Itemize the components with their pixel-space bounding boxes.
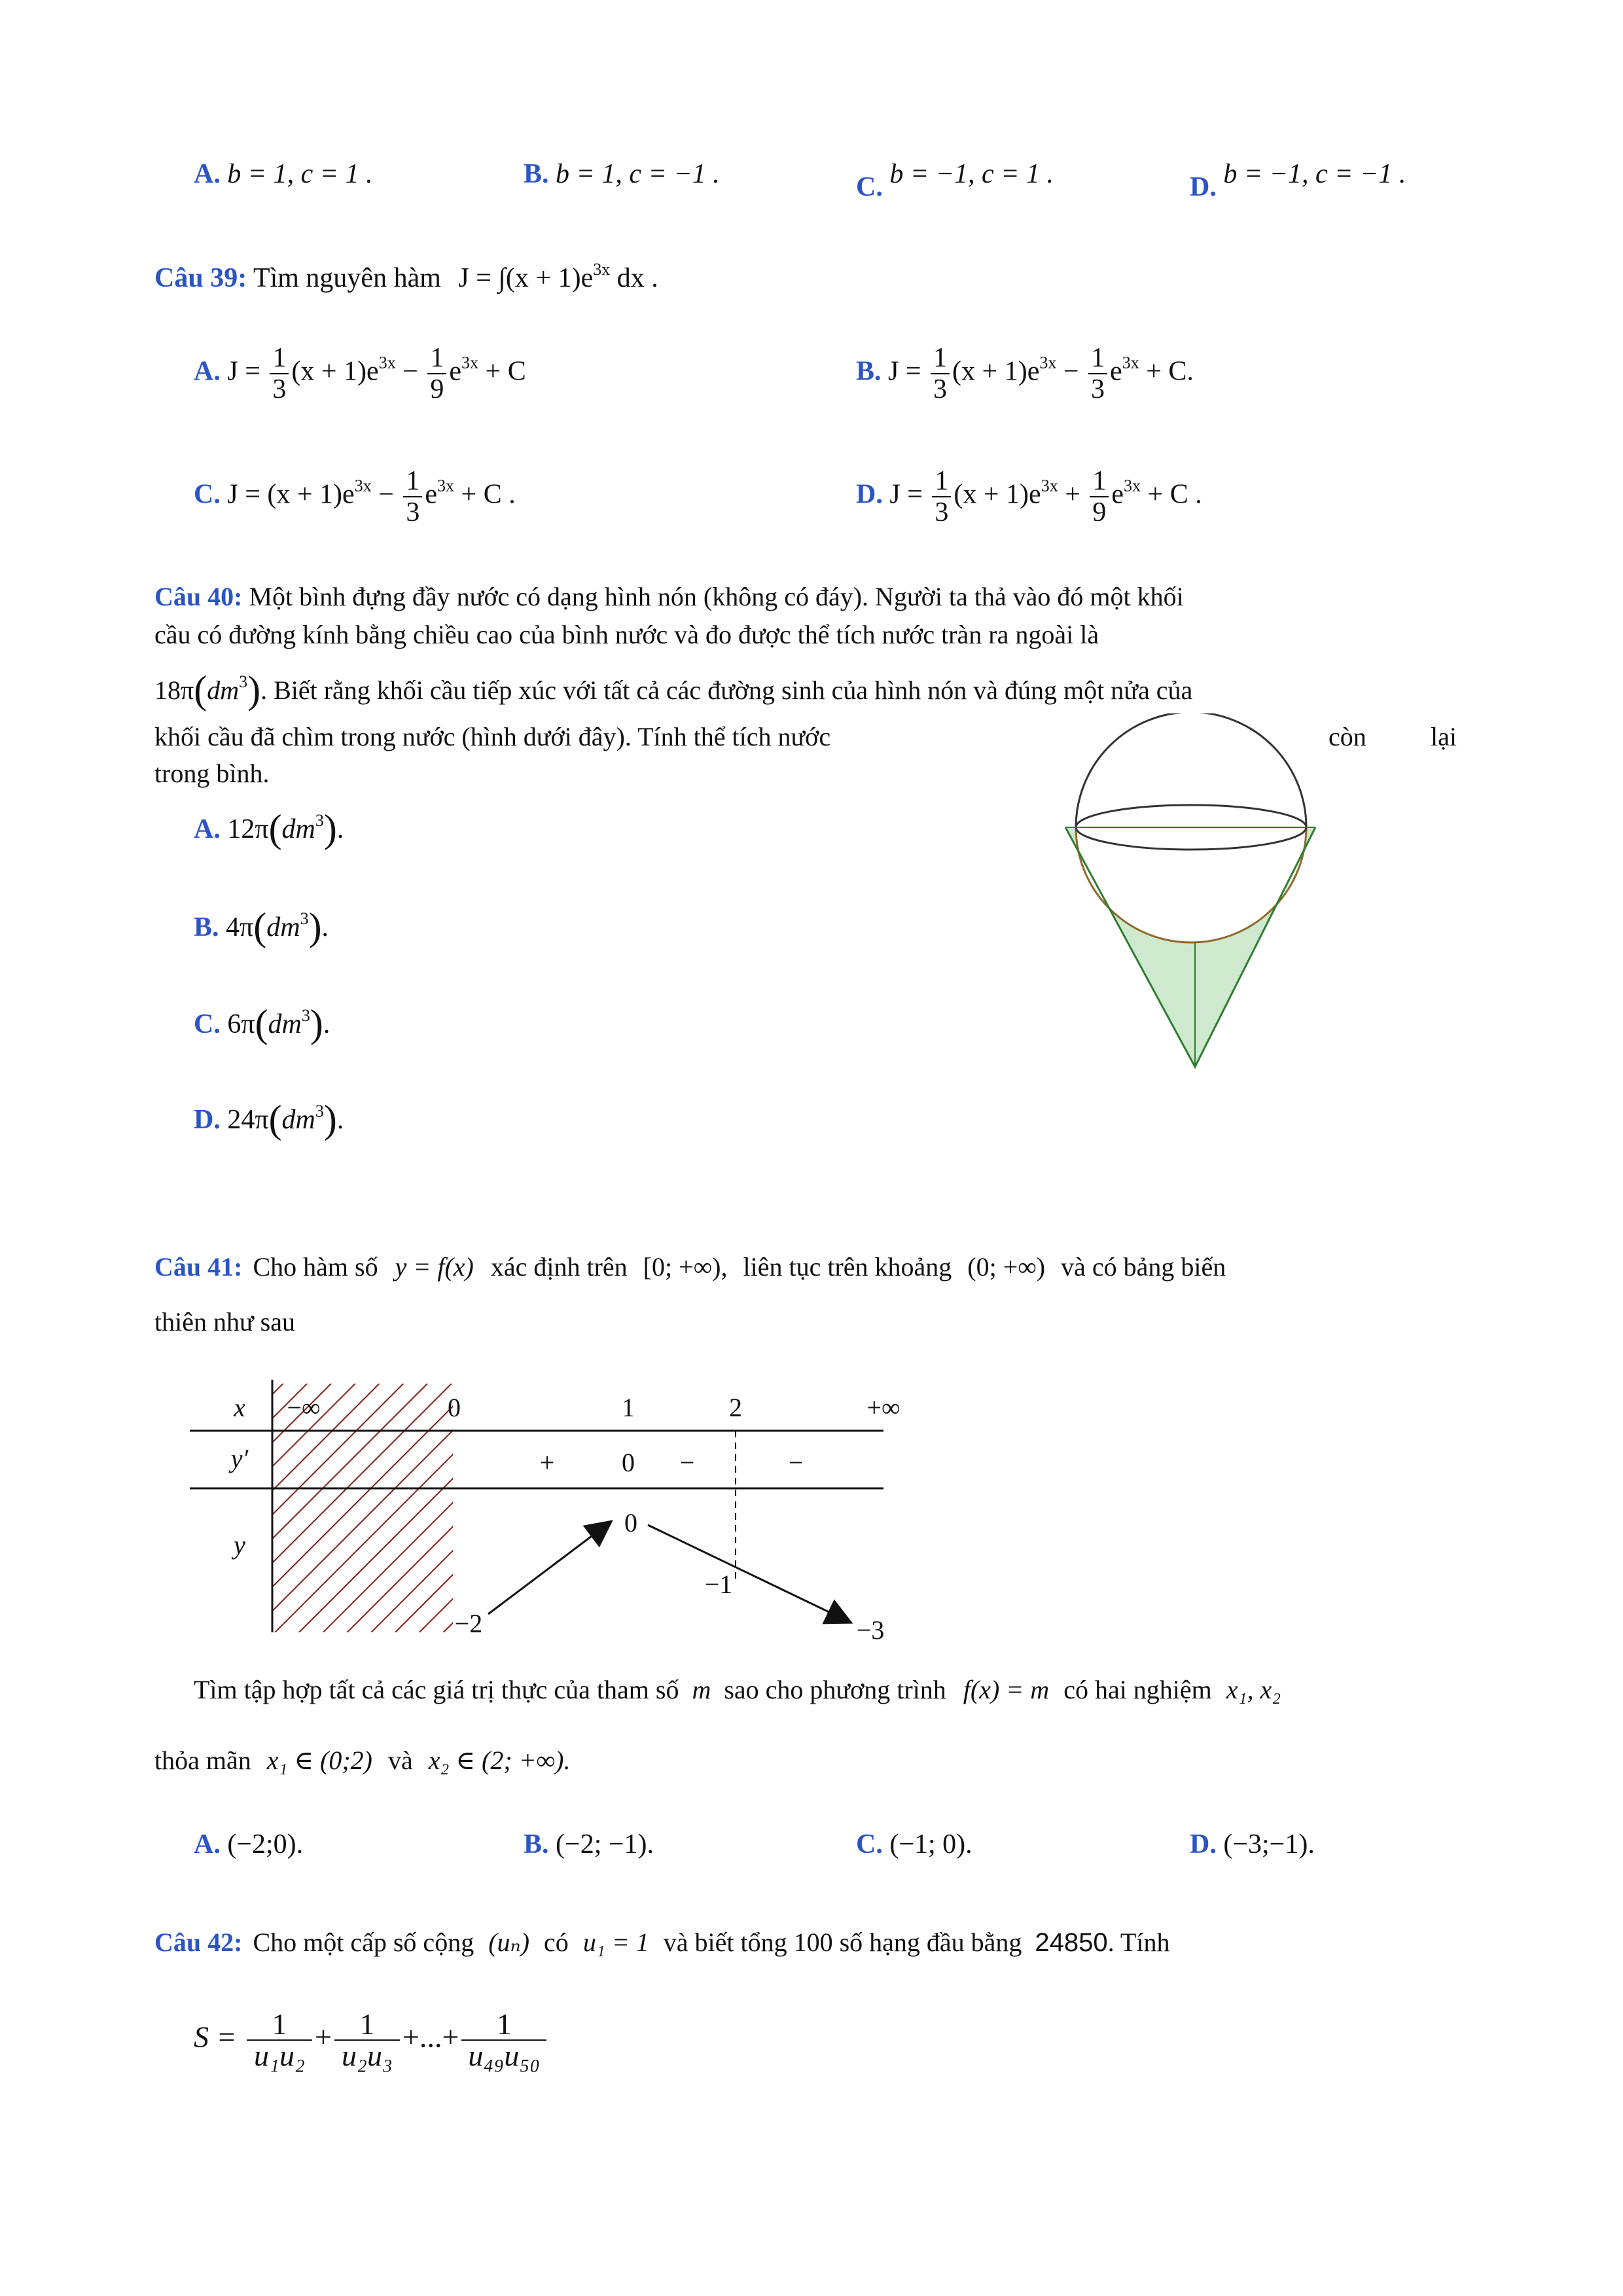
q38-text-c: b = −1, c = 1 .: [889, 159, 1054, 189]
q38-answer-a[interactable]: [194, 157, 373, 191]
q42-frac2-den: u₂u₃: [342, 2039, 393, 2072]
q38-answer-d[interactable]: [1190, 157, 1406, 202]
q40-answer-c[interactable]: C. $6\pi(dm^3)$.: [194, 1002, 330, 1045]
q41-label-d: D.: [1190, 1829, 1217, 1859]
q39-c-f2d: 3: [406, 497, 420, 528]
sphere-lower-half: [1076, 827, 1306, 942]
q39-a-f2d: 9: [430, 374, 444, 404]
q39-c-op: −: [371, 479, 401, 510]
q39-a-frac2: [427, 343, 446, 404]
q39-label-b: B.: [856, 356, 882, 387]
row-label-x: x: [234, 1393, 245, 1422]
q42-u1: u₁ = 1: [582, 1928, 649, 1957]
q39-b-s2: 3x: [1122, 353, 1139, 372]
q41-answer-d[interactable]: [1190, 1827, 1315, 1861]
q39-b-s1: 3x: [1039, 353, 1057, 372]
q42-formula: [194, 2009, 549, 2071]
variation-table: [190, 1380, 910, 1661]
q40-label-b: B.: [194, 912, 219, 942]
q40-exp-a: 3: [315, 811, 324, 830]
q39-c-tail: + C .: [454, 479, 516, 510]
q39-a-s2: 3x: [461, 353, 479, 372]
q39-b-mid: (x + 1)e: [952, 356, 1040, 387]
q39-d-s1: 3x: [1041, 476, 1058, 495]
q42-frac1-den: u₁u₂: [254, 2039, 306, 2072]
arrow-increasing: [488, 1522, 610, 1614]
q39-label-a: A.: [194, 356, 221, 387]
sphere-cone-figure: [1060, 713, 1322, 1080]
q39-b-f1n: 1: [931, 343, 950, 374]
q39-c-s2: 3x: [437, 476, 455, 495]
q40-exp-c: 3: [301, 1006, 310, 1025]
q41-p1e: liên tục trên khoảng: [743, 1252, 952, 1282]
q41-p3b: sao cho phương trình: [724, 1675, 946, 1704]
yp-plus: +: [539, 1448, 555, 1477]
q41-answer-a[interactable]: [194, 1827, 303, 1861]
q39-stem-text: Tìm nguyên hàm: [253, 263, 441, 293]
q39-d-frac2: [1090, 466, 1109, 528]
y-val-neg2: −2: [454, 1609, 483, 1638]
q40-line4: khối cầu đã chìm trong nước (hình dưới đây). Tính thể tích nước: [154, 722, 831, 751]
q39-d-f2d: 9: [1092, 497, 1107, 528]
q41-val-b: (−2; −1).: [556, 1829, 654, 1859]
q38-label-a: A.: [194, 159, 221, 189]
x-val-0: 0: [448, 1393, 461, 1422]
q41-line1: [154, 1247, 1226, 1287]
q41-p3x: x₁, x₂: [1226, 1675, 1281, 1704]
q39-d-frac1: [932, 466, 951, 528]
q38-answer-c[interactable]: [856, 157, 1054, 202]
q41-p3eq: f(x) = m: [963, 1675, 1050, 1704]
q42-frac1-num: 1: [247, 2009, 312, 2041]
q41-p4b: x₁ ∈ (0;2): [266, 1746, 372, 1775]
q42-sum: 24850: [1035, 1928, 1108, 1957]
q39-b-f2n: 1: [1088, 343, 1107, 374]
q39-b-f2d: 3: [1091, 374, 1105, 404]
q41-p3m: m: [692, 1675, 711, 1704]
q39-formula: J = ∫(x + 1)e: [458, 263, 594, 293]
q38-text-a: b = 1, c = 1 .: [227, 159, 373, 189]
q39-b-frac1: [931, 343, 950, 404]
q41-p1f: (0; +∞): [967, 1252, 1046, 1282]
y-val-neg1: −1: [704, 1570, 733, 1599]
q39-c-frac2: [403, 466, 422, 528]
q41-p4a: thỏa mãn: [154, 1746, 251, 1775]
q41-label-c: C.: [856, 1829, 883, 1859]
q42-frac3: [461, 2009, 546, 2071]
q39-answer-c[interactable]: [194, 466, 516, 528]
q39-d-s2: 3x: [1124, 476, 1141, 495]
y-val-neg3: −3: [856, 1615, 885, 1645]
q42-frac2: [334, 2009, 400, 2071]
q39-d-f1d: 3: [935, 497, 949, 528]
x-val-2: 2: [729, 1393, 742, 1422]
q40-line2: cầu có đường kính bằng chiều cao của bình nước và đo được thể tích nước tràn ra ngoài là: [154, 620, 1099, 649]
q39-c-s1: 3x: [354, 476, 372, 495]
q41-label-a: A.: [194, 1829, 221, 1859]
q40-label-c: C.: [194, 1009, 221, 1039]
q41-p1d: [0; +∞),: [643, 1252, 728, 1282]
q38-label-c: C.: [856, 172, 883, 202]
q40-line4-b: còn: [1329, 722, 1366, 751]
q40-exp-d: 3: [315, 1102, 324, 1121]
q39-formula-tail: dx .: [610, 263, 658, 293]
q38-answer-b[interactable]: [524, 157, 720, 191]
q40-unit-d: dm: [281, 1105, 315, 1135]
q39-a-f1d: 3: [272, 374, 287, 404]
q39-c-f2n: 1: [403, 466, 422, 497]
q42-text-d: . Tính: [1107, 1928, 1170, 1957]
q40-unit-c: dm: [268, 1009, 302, 1039]
q40-line3: $18\pi(dm^3)$. Biết rằng khối cầu tiếp xúc với tất cả các đường sinh của hình nón và đúng một nửa của: [154, 668, 1193, 711]
yp-minus-1: −: [679, 1448, 695, 1477]
x-val-1: 1: [622, 1393, 635, 1422]
q39-a-tail: + C: [478, 356, 526, 387]
q39-b-f1d: 3: [933, 374, 948, 404]
q41-label-b: B.: [524, 1829, 549, 1859]
q40-line3-rest: . Biết rằng khối cầu tiếp xúc với tất cả các đường sinh của hình nón và đúng một nửa của: [260, 675, 1193, 705]
q41-p1a: Cho hàm số: [253, 1252, 378, 1282]
q39-formula-exp: 3x: [593, 260, 611, 279]
q42-frac1: [247, 2009, 312, 2071]
q39-d-e: e: [1111, 479, 1124, 510]
q39-c-e: e: [425, 479, 438, 510]
sphere-upper-arc: [1076, 713, 1306, 827]
q39-d-op: +: [1058, 479, 1088, 510]
q39-a-s1: 3x: [378, 353, 396, 372]
q39-a-mid: (x + 1)e: [291, 356, 379, 387]
q41-line3: [194, 1670, 1281, 1710]
q39-d-mid: (x + 1)e: [954, 479, 1041, 510]
q41-p1b: y = f(x): [395, 1252, 474, 1282]
q39-a-f1n: 1: [270, 343, 289, 374]
q39-a-op: −: [395, 356, 425, 387]
q42-s: S =: [194, 2020, 237, 2054]
q42-text-c: và biết tổng 100 số hạng đầu bằng: [663, 1928, 1022, 1957]
q40-answer-d[interactable]: D. $24\pi(dm^3)$.: [194, 1098, 344, 1141]
q42-dots: +...+: [402, 2020, 459, 2054]
yp-zero: 0: [622, 1448, 635, 1477]
q42-line1: [154, 1923, 1169, 1962]
q40-answer-a[interactable]: A. $12\pi(dm^3)$.: [194, 807, 344, 850]
arrow-decreasing: [648, 1525, 849, 1622]
q39-label-c: C.: [194, 479, 221, 510]
q41-val-d: (−3;−1).: [1223, 1829, 1315, 1859]
q42-frac2-num: 1: [334, 2009, 400, 2041]
q41-answer-b[interactable]: [524, 1827, 654, 1861]
q40-val-b: 4π: [226, 912, 254, 942]
q38-text-b: b = 1, c = −1 .: [556, 159, 720, 189]
q40-label-d: D.: [194, 1105, 221, 1135]
q42-plus: +: [315, 2020, 332, 2054]
q39-c-pre: J = (x + 1)e: [227, 479, 355, 510]
yp-minus-2: −: [788, 1448, 804, 1477]
q41-p4d: x₂ ∈ (2; +∞).: [428, 1746, 571, 1775]
q40-exp-b: 3: [300, 909, 309, 928]
q40-unit-a: dm: [281, 814, 315, 844]
q39-b-frac2: [1088, 343, 1107, 404]
q40-answer-b[interactable]: B. $4\pi(dm^3)$.: [194, 905, 329, 948]
row-label-y: y: [234, 1530, 245, 1560]
x-val-neg-inf: −∞: [287, 1393, 321, 1422]
q42-un: (uₙ): [488, 1928, 530, 1957]
q40-val-d: 24π: [227, 1105, 269, 1135]
q39-a-pre: J =: [227, 356, 260, 387]
q39-b-e: e: [1110, 356, 1122, 387]
q41-val-c: (−1; 0).: [889, 1829, 972, 1859]
row-label-yprime: y′: [230, 1444, 249, 1473]
q41-p3c: có hai nghiệm: [1063, 1675, 1212, 1704]
q42-text-a: Cho một cấp số cộng: [253, 1928, 474, 1957]
q41-line4: [154, 1741, 570, 1780]
q40-line1-text: Một bình đựng đầy nước có dạng hình nón (không có đáy). Người ta thả vào đó một khối: [249, 582, 1184, 611]
y-val-0: 0: [624, 1508, 637, 1537]
q42-text-b: có: [544, 1928, 569, 1957]
q40-val-c: 6π: [227, 1009, 255, 1039]
q40-volume-unit: dm: [207, 675, 240, 705]
q39-answer-d[interactable]: [856, 466, 1202, 528]
q39-title: Câu 39:: [154, 263, 247, 293]
q40-volume-value: 18π: [154, 675, 194, 705]
q39-a-e: e: [449, 356, 462, 387]
q39-b-tail: + C.: [1139, 356, 1194, 387]
q38-label-b: B.: [524, 159, 549, 189]
q40-line5: trong bình.: [154, 759, 270, 788]
q42-title: Câu 42:: [154, 1928, 243, 1957]
q40-volume-exp: 3: [239, 672, 248, 691]
q42-frac3-den: u₄₉u₅₀: [468, 2039, 541, 2072]
q41-answer-c[interactable]: [856, 1827, 972, 1861]
q39-d-f1n: 1: [932, 466, 951, 497]
q41-p3a: Tìm tập hợp tất cả các giá trị thực của tham số: [194, 1675, 679, 1704]
q39-stem: [154, 253, 658, 295]
q42-frac3-num: 1: [461, 2009, 546, 2041]
q40-unit-b: dm: [266, 912, 300, 942]
q40-val-a: 12π: [227, 814, 269, 844]
q41-title: Câu 41:: [154, 1252, 243, 1282]
q39-a-frac1: [270, 343, 289, 404]
q39-answer-a[interactable]: [194, 343, 526, 404]
q39-d-tail: + C .: [1141, 479, 1202, 510]
q40-title: Câu 40:: [154, 582, 243, 611]
q41-p4c: và: [387, 1746, 413, 1775]
q40-label-a: A.: [194, 814, 221, 844]
q39-a-f2n: 1: [427, 343, 446, 374]
q39-d-pre: J =: [889, 479, 923, 510]
q39-b-op: −: [1056, 356, 1086, 387]
q39-answer-b[interactable]: [856, 343, 1194, 404]
q41-val-a: (−2;0).: [227, 1829, 304, 1859]
x-val-pos-inf: +∞: [866, 1393, 901, 1422]
q39-d-f2n: 1: [1090, 466, 1109, 497]
q41-p1g: và có bảng biến: [1061, 1252, 1226, 1282]
equator-back: [1076, 805, 1306, 827]
q38-label-d: D.: [1190, 172, 1217, 202]
q41-line2: thiên như sau: [154, 1307, 295, 1336]
q40-line4-c: lại: [1431, 722, 1457, 751]
q39-label-d: D.: [856, 479, 883, 510]
q41-p1c: xác định trên: [490, 1252, 628, 1282]
q38-text-d: b = −1, c = −1 .: [1223, 159, 1406, 189]
q40-line1: [154, 577, 1470, 617]
q39-b-pre: J =: [888, 356, 921, 387]
